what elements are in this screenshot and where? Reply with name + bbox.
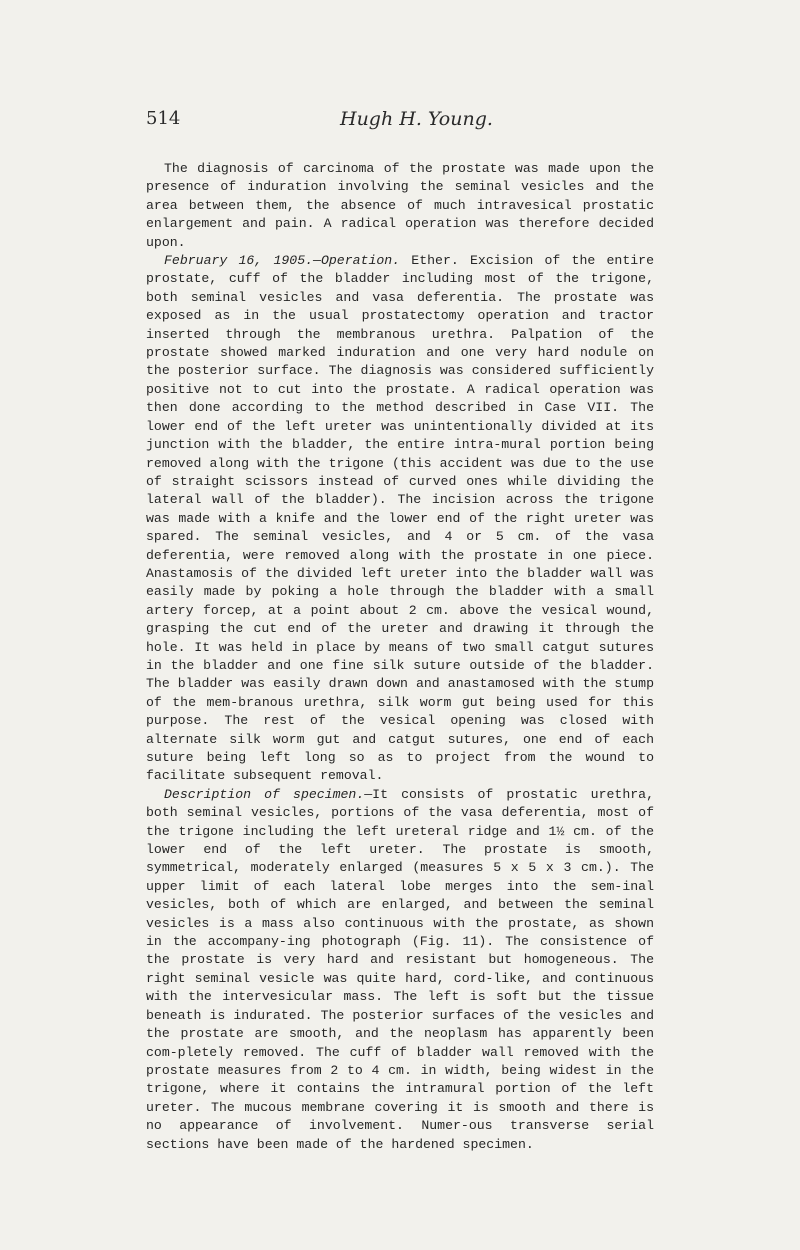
paragraph-text: The diagnosis of carcinoma of the prostate was made upon the presence of induration involving the seminal vesicles and the area between them, the absence of much intravesical prostatic enlargement and pain. A radical operation was therefore decided upon. (146, 161, 654, 250)
paragraph-specimen (146, 786, 654, 1154)
body-text (146, 160, 654, 1154)
paragraph-text: Ether. Excision of the entire prostate, cuff of the bladder including most of the trigone, both seminal vesicles and vasa deferentia. The prostate was exposed as in the usual prostatectomy operation and tractor inserted through the membranous urethra. Palpation of the prostate showed marked induration and one very hard nodule on the posterior surface. The diagnosis was considered sufficiently positive not to cut into the prostate. A radical operation was then done according to the method described in Case VII. The lower end of the left ureter was unintentionally divided at its junction with the bladder, the entire intra-mural portion being removed along with the trigone (this accident was due to the use of straight scissors instead of curved ones while dividing the lateral wall of the bladder). The incision across the trigone was made with a knife and the lower end of the right ureter was spared. The seminal vesicles, and 4 or 5 cm. of the vasa deferentia, were removed along with the prostate in one piece. Anastamosis of the divided left ureter into the bladder wall was easily made by poking a hole through the bladder with a small artery forcep, at a point about 2 cm. above the vesical wound, grasping the cut end of the ureter and drawing it through the hole. It was held in place by means of two small catgut sutures in the bladder and one fine silk suture outside of the bladder. The bladder was easily drawn down and anastamosed with the stump of the mem-branous urethra, silk worm gut being used for this purpose. The rest of the vesical opening was closed with alternate silk worm gut and catgut sutures, one end of each suture being left long so as to project from the wound to facilitate subsequent removal. (146, 253, 654, 784)
paragraph-lead-date: February 16, 1905.—Operation. (164, 253, 401, 269)
running-head-author: Hugh H. Young. (340, 108, 493, 130)
page-number: 514 (146, 108, 181, 129)
paragraph-diagnosis (146, 160, 654, 252)
paragraph-text: —It consists of prostatic urethra, both seminal vesicles, portions of the vasa deferentia, most of the trigone including the left ureteral ridge and 1½ cm. of the lower end of the left ureter. The prostate is smooth, symmetrical, moderately enlarged (measures 5 x 5 x 3 cm.). The upper limit of each lateral lobe merges into the sem-inal vesicles, both of which are enlarged, and between the seminal vesicles is a mass also continuous with the prostate, as shown in the accompany-ing photograph (Fig. 11). The consistence of the prostate is very hard and resistant but homogeneous. The right seminal vesicle was quite hard, cord-like, and continuous with the intervesicular mass. The left is soft but the tissue beneath is indurated. The posterior surfaces of the vesicles and the prostate are smooth, and the neoplasm has apparently been com-pletely removed. The cuff of bladder wall removed with the prostate measures from 2 to 4 cm. in width, being widest in the trigone, where it contains the intramural portion of the left ureter. The mucous membrane covering it is smooth and there is no appearance of involvement. Numer-ous transverse serial sections have been made of the hardened specimen. (146, 786, 654, 1152)
running-head (146, 108, 652, 138)
paragraph-operation (146, 252, 654, 786)
paragraph-lead-heading: Description of specimen. (164, 786, 365, 802)
